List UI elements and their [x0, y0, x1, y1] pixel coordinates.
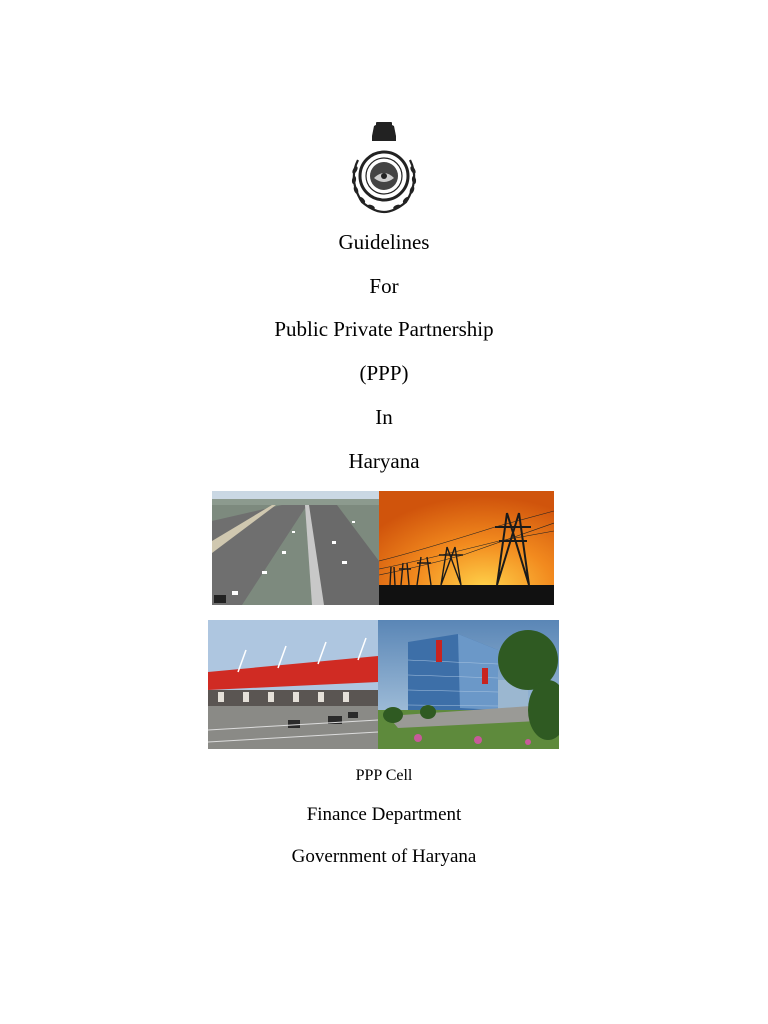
ppp-cell-label: PPP Cell [355, 767, 413, 784]
title-in: In [375, 405, 393, 429]
title-ppp-abbr: (PPP) [359, 361, 409, 385]
title-for: For [369, 274, 399, 298]
title-haryana: Haryana [348, 449, 420, 473]
government-label: Government of Haryana [291, 846, 477, 867]
state-emblem-icon [344, 120, 424, 214]
highway-photo [212, 491, 379, 605]
power-lines-photo [379, 491, 554, 605]
title-guidelines: Guidelines [338, 230, 430, 254]
title-ppp-full: Public Private Partnership [274, 317, 494, 341]
toll-plaza-photo [208, 620, 378, 749]
finance-department-label: Finance Department [306, 804, 462, 825]
building-photo [378, 620, 559, 749]
